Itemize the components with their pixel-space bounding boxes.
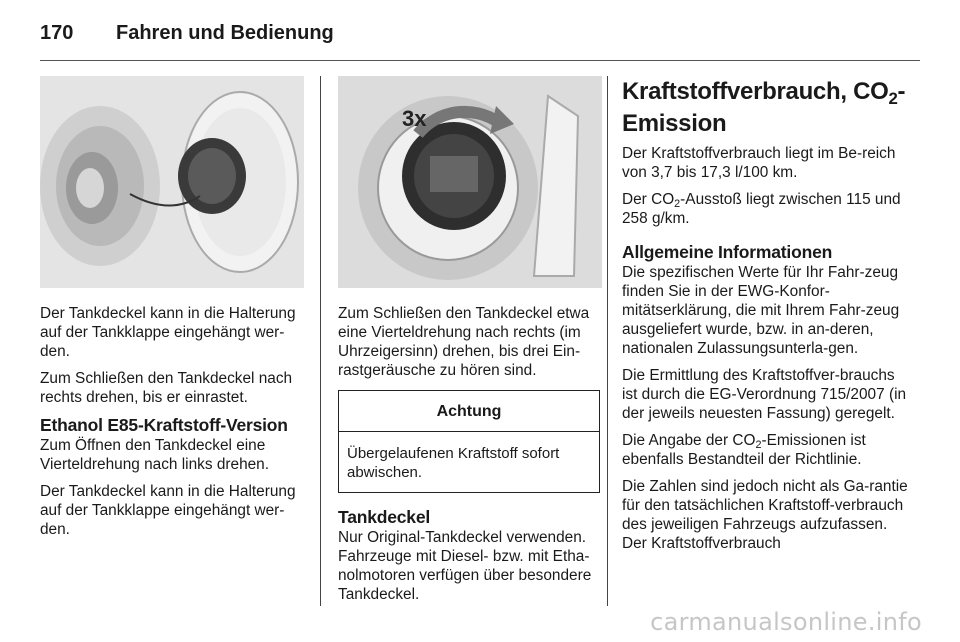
warning-text: Übergelaufenen Kraftstoff sofort abwischen.: [347, 445, 560, 481]
warning-title: Achtung: [339, 391, 599, 432]
section-heading-ethanol: Ethanol E85-Kraftstoff-Version: [40, 415, 288, 435]
paragraph: Die spezifischen Werte für Ihr Fahr-zeug finden Sie in der EWG-Konfor-mitätserklärung, die mit Ihrem Fahr-zeug ausgeliefert wurde, bzw. in an-deren, nationalen Zulassungsunterla-gen.: [622, 264, 900, 357]
paragraph: Zum Öffnen den Tankdeckel eine Vierteldrehung nach links drehen.: [40, 437, 270, 473]
paragraph: Die Zahlen sind jedoch nicht als Ga-rantie für den tatsächlichen Kraftstoff-verbrauch des jeweiligen Fahrzeugs aufzufassen. Der Kraftstoffverbrauch: [622, 478, 908, 552]
page-header: [40, 18, 334, 48]
paragraph: Zum Schließen den Tankdeckel nach rechts drehen, bis er einrastet.: [40, 370, 293, 406]
column-left: [40, 76, 304, 547]
paragraph: Die Angabe der $CO_2$-Emissionen ist ebenfalls Bestandteil der Richtlinie.: [622, 432, 866, 468]
paragraph: Nur Original-Tankdeckel verwenden. Fahrzeuge mit Diesel- bzw. mit Etha-nolmotoren verfügen über besondere Tankdeckel.: [338, 529, 592, 603]
section-heading-tankdeckel: Tankdeckel: [338, 507, 431, 527]
paragraph: Zum Schließen den Tankdeckel etwa eine Vierteldrehung nach rechts (im Uhrzeigersinn) drehen, bis drei Ein-rastgeräusche zu hören sind.: [338, 305, 590, 379]
column-middle: [338, 76, 602, 612]
turn-count-label: 3x: [402, 106, 427, 131]
warning-box: [338, 390, 600, 493]
chapter-title: Fahren und Bedienung: [116, 21, 334, 44]
header-rule: [40, 60, 920, 61]
paragraph: Der Kraftstoffverbrauch liegt im Be-reich von 3,7 bis 17,3 l/100 km.: [622, 145, 896, 181]
paragraph: Der Tankdeckel kann in die Halterung auf der Tankklappe eingehängt wer-den.: [40, 483, 296, 538]
main-heading: Kraftstoffverbrauch, $CO_2$-Emission: [622, 78, 906, 137]
page-number: 170: [40, 21, 74, 44]
column-divider-1: [320, 76, 321, 606]
column-divider-2: [607, 76, 608, 606]
fuel-cap-holder-photo: [40, 76, 304, 288]
watermark: carmanualsonline.info: [650, 608, 922, 636]
fuel-cap-turn-photo: [338, 76, 602, 288]
paragraph: Der $CO_2$-Ausstoß liegt zwischen 115 und 258 g/km.: [622, 191, 901, 227]
column-right: [622, 76, 914, 561]
paragraph: Die Ermittlung des Kraftstoffver-brauchs ist durch die EG-Verordnung 715/2007 (in der jeweils neuesten Fassung) geregelt.: [622, 367, 907, 422]
section-heading-allgemein: Allgemeine Informationen: [622, 242, 833, 262]
paragraph: Der Tankdeckel kann in die Halterung auf der Tankklappe eingehängt wer-den.: [40, 305, 296, 360]
